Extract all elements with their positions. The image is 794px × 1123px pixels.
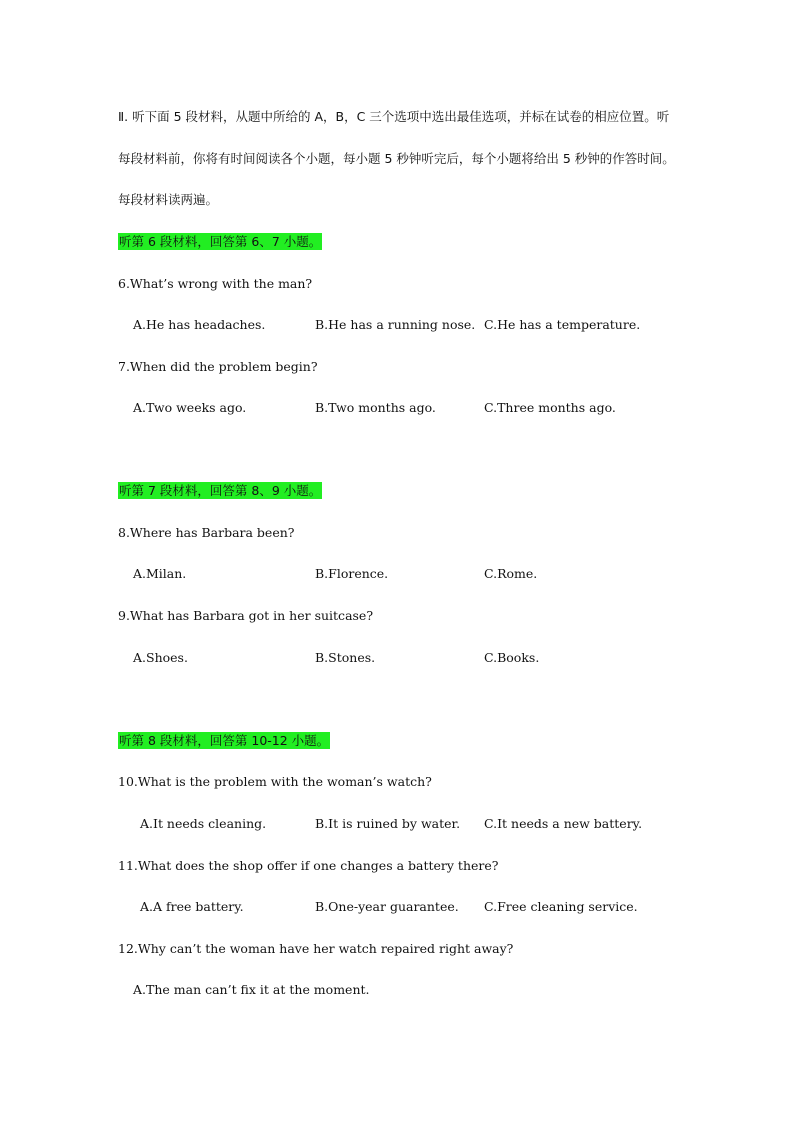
option-c: C.Three months ago.: [484, 400, 616, 415]
option-b: B.One-year guarantee.: [315, 899, 459, 914]
option-a: A.A free battery.: [140, 899, 244, 914]
option-c: C.Free cleaning service.: [484, 899, 638, 914]
option-c: C.Rome.: [484, 566, 538, 581]
option-a: A.Shoes.: [133, 650, 188, 665]
section-heading: [118, 732, 330, 750]
section-heading: [118, 233, 322, 251]
question-stem: 8.Where has Barbara been?: [118, 525, 295, 540]
option-c: C.He has a temperature.: [484, 317, 641, 332]
option-a: A.Milan.: [133, 566, 187, 581]
option-c: C.It needs a new battery.: [484, 816, 643, 831]
option-b: B.Two months ago.: [315, 400, 436, 415]
option-b: B.Stones.: [315, 650, 376, 665]
question-stem: 6.What’s wrong with the man?: [118, 276, 313, 291]
section-heading-text: 听第 6 段材料，回答第 6、7 小题。: [119, 234, 322, 249]
section-heading: [118, 482, 322, 500]
question-stem: 12.Why can’t the woman have her watch repaired right away?: [118, 941, 514, 956]
option-c: C.Books.: [484, 650, 540, 665]
instructions-paragraph: Ⅱ. 听下面 5 段材料，从题中所给的 A，B，C 三个选项中选出最佳选项，并标在试卷的相应位置。听每段材料前，你将有时间阅读各个小题，每小题 5 秒钟听完后，每个小题将给出 5 秒钟的作答时间。每段材料读两遍。: [118, 109, 675, 207]
section-heading-text: 听第 8 段材料，回答第 10-12 小题。: [119, 733, 330, 748]
option-b: B.He has a running nose.: [315, 317, 476, 332]
section-heading-text: 听第 7 段材料，回答第 8、9 小题。: [119, 483, 322, 498]
question-stem: 7.When did the problem begin?: [118, 359, 318, 374]
option-a: A.Two weeks ago.: [133, 400, 247, 415]
option-a: A.He has headaches.: [133, 317, 266, 332]
question-stem: 11.What does the shop offer if one changes a battery there?: [118, 858, 499, 873]
option-a: A.It needs cleaning.: [140, 816, 267, 831]
question-stem: 10.What is the problem with the woman’s watch?: [118, 774, 432, 789]
option-a: A.The man can’t fix it at the moment.: [133, 982, 370, 997]
question-stem: 9.What has Barbara got in her suitcase?: [118, 608, 374, 623]
option-b: B.Florence.: [315, 566, 389, 581]
option-b: B.It is ruined by water.: [315, 816, 461, 831]
